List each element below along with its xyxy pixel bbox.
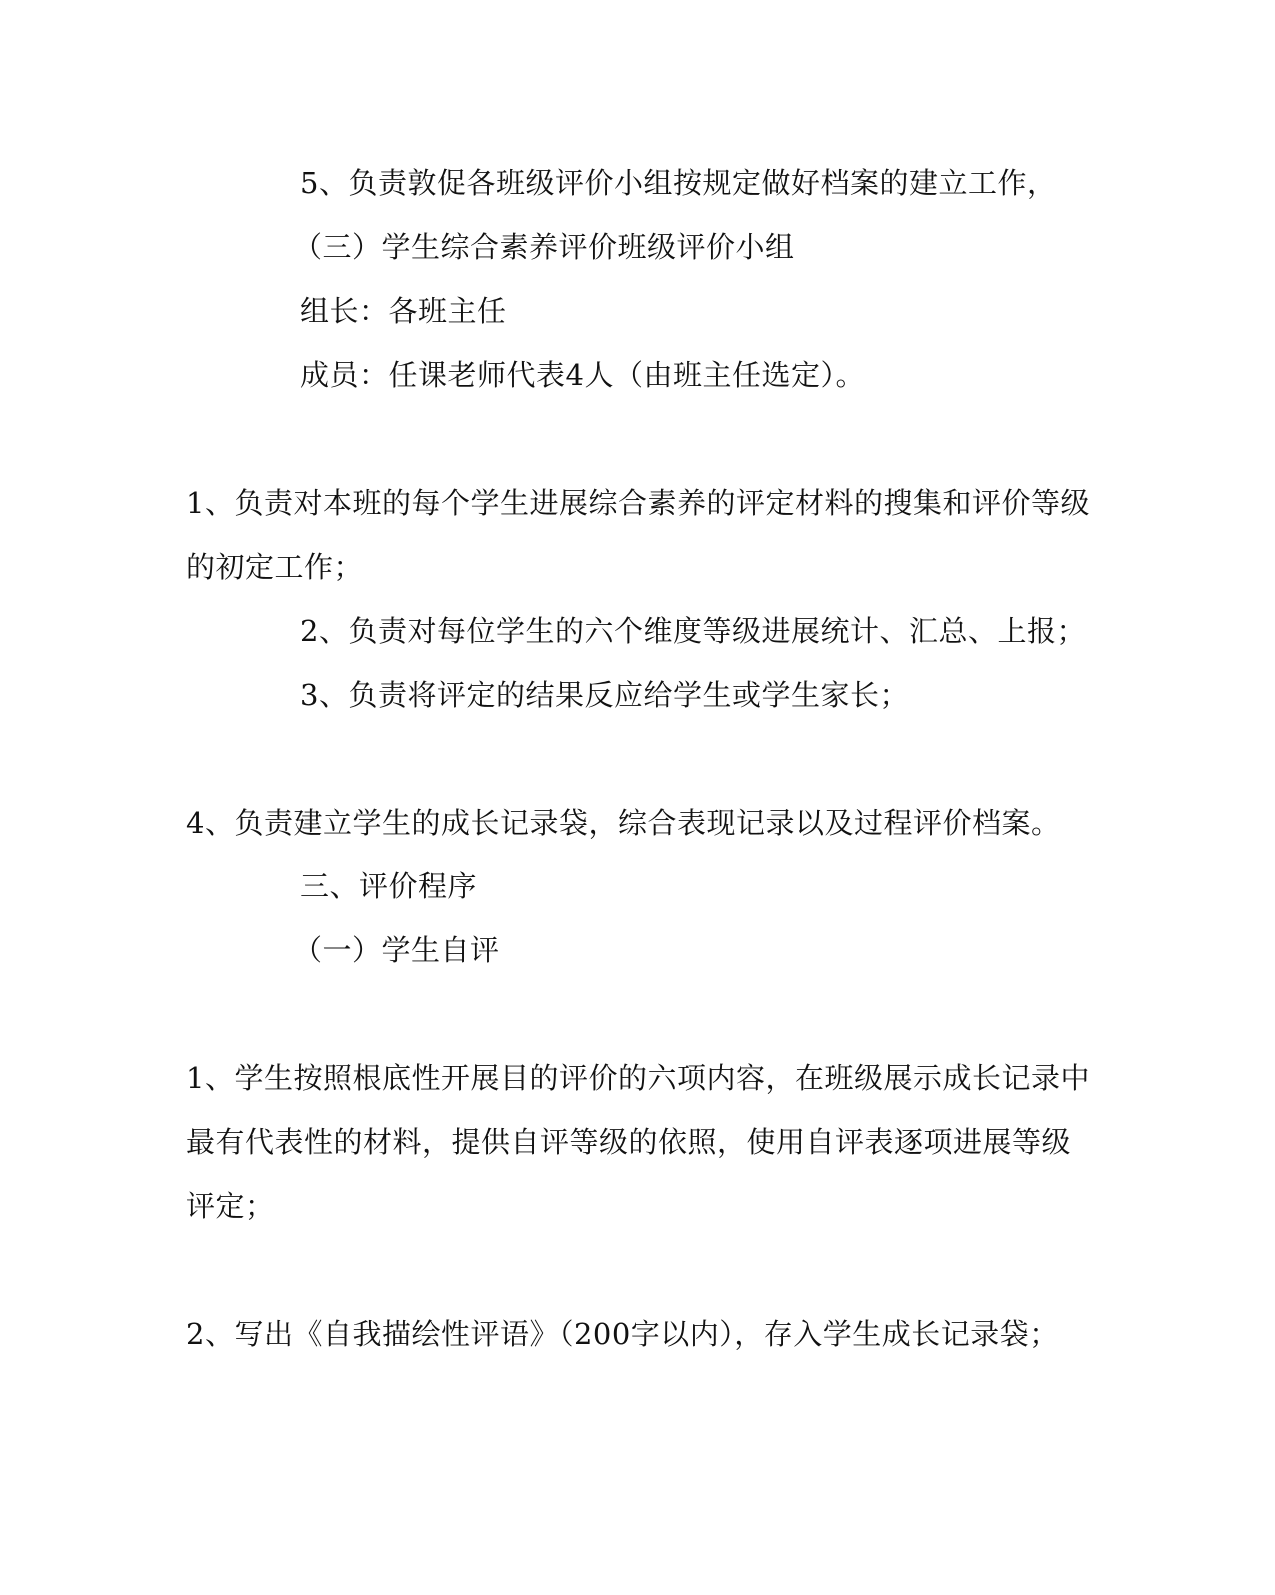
paragraph-line: 1、学生按照根底性开展目的评价的六项内容，在班级展示成长记录中 [186, 1061, 1090, 1095]
paragraph-line: 3、负责将评定的结果反应给学生或学生家长； [300, 678, 909, 712]
paragraph-line: 的初定工作； [186, 550, 364, 584]
section-heading: （三）学生综合素养评价班级评价小组 [293, 230, 795, 264]
paragraph-line: 最有代表性的材料，提供自评等级的依照，使用自评表逐项进展等级 [186, 1125, 1072, 1159]
section-heading: （一）学生自评 [293, 933, 500, 967]
paragraph-line: 组长：各班主任 [300, 294, 507, 328]
paragraph-line: 4、负责建立学生的成长记录袋，综合表现记录以及过程评价档案。 [186, 806, 1061, 840]
paragraph-line: 1、负责对本班的每个学生进展综合素养的评定材料的搜集和评价等级 [186, 486, 1090, 520]
paragraph-line: 成员：任课老师代表4人（由班主任选定）。 [300, 358, 865, 392]
section-heading: 三、评价程序 [300, 869, 478, 903]
paragraph-line: 评定； [186, 1189, 275, 1223]
paragraph-line: 2、负责对每位学生的六个维度等级进展统计、汇总、上报； [300, 614, 1086, 648]
paragraph-line: 5、负责敦促各班级评价小组按规定做好档案的建立工作， [300, 166, 1057, 200]
paragraph-line: 2、写出《自我描绘性评语》（200字以内），存入学生成长记录袋； [186, 1317, 1059, 1351]
